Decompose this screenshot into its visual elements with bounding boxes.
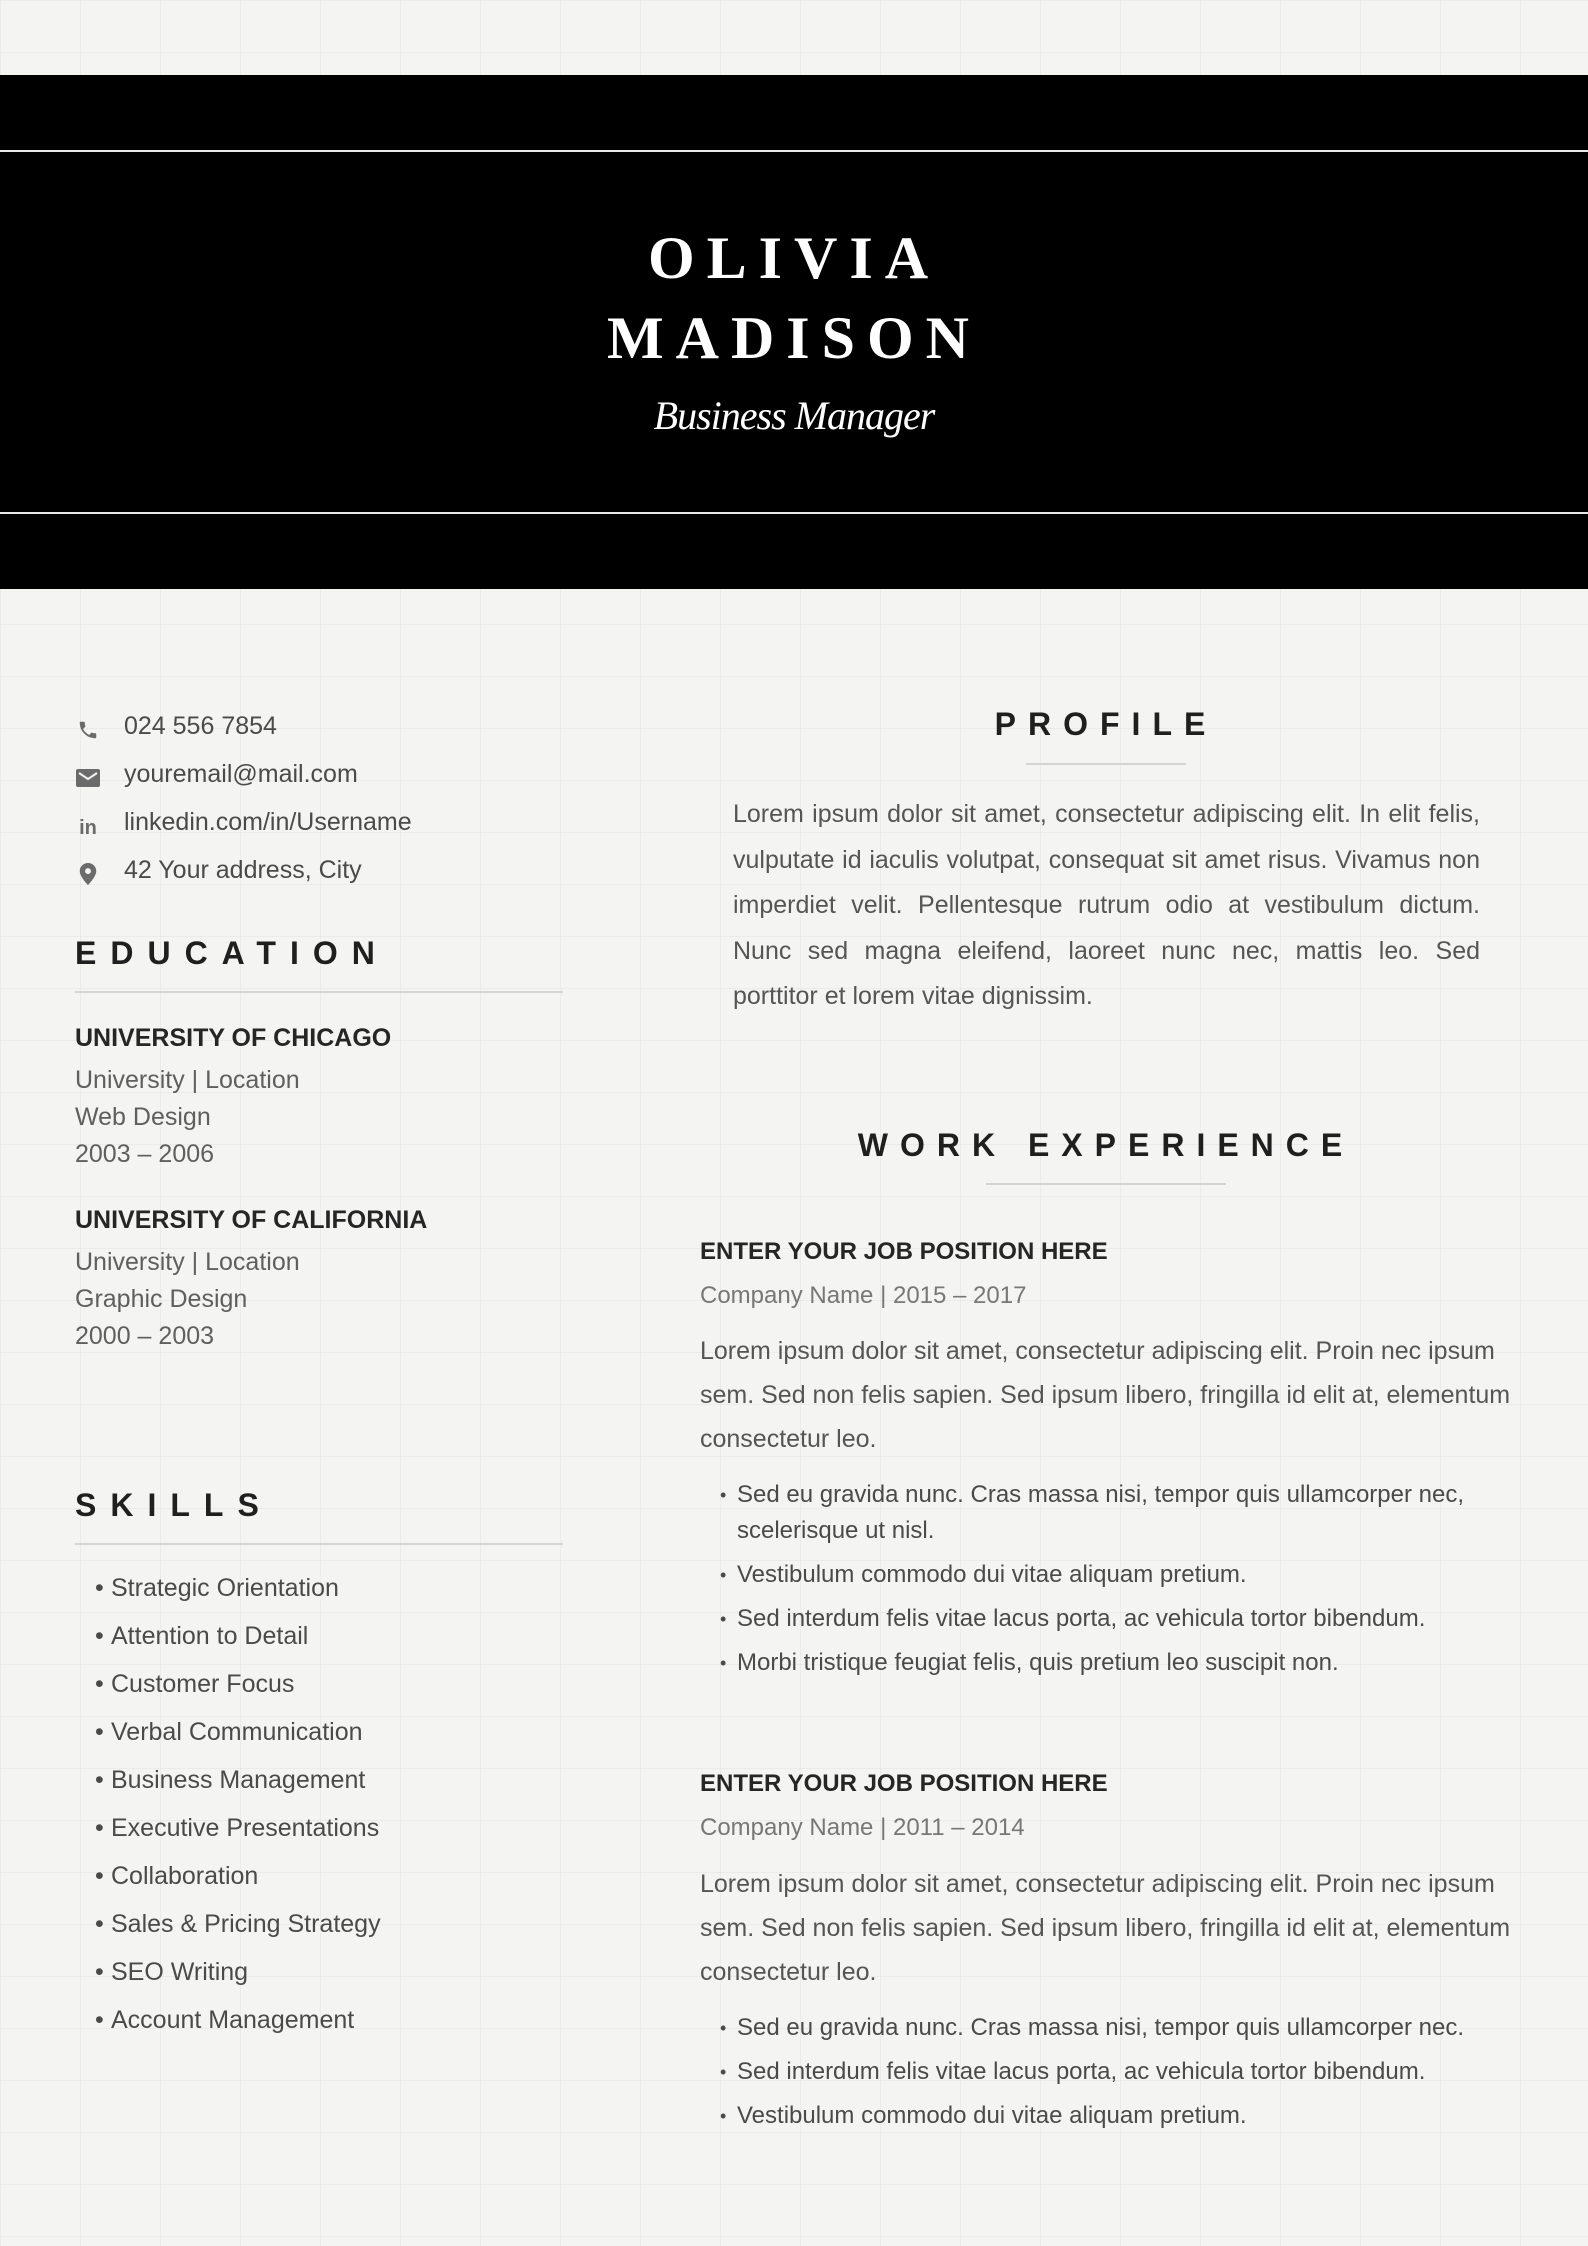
job-company: Company Name | 2015 – 2017 xyxy=(700,1282,1027,1309)
job-bullet: • Vestibulum commodo dui vitae aliquam pretium. xyxy=(718,1557,1478,1593)
work-experience-underline xyxy=(986,1183,1226,1185)
work-experience-heading: WORK EXPERIENCE xyxy=(857,1127,1355,1163)
skill-item: • Verbal Communication xyxy=(95,1718,363,1746)
job-position: ENTER YOUR JOB POSITION HERE xyxy=(700,1770,1108,1797)
education-divider xyxy=(75,991,563,993)
skills-heading: SKILLS xyxy=(75,1487,273,1523)
education-location: University | Location xyxy=(75,1066,300,1094)
skill-item: • Account Management xyxy=(95,2006,355,2034)
skill-item: • Collaboration xyxy=(95,1862,259,1890)
header-rule-top xyxy=(0,150,1588,152)
contact-linkedin xyxy=(75,805,575,839)
address: 42 Your address, City xyxy=(124,856,362,884)
job-title: Business Manager xyxy=(653,393,935,438)
contact-phone xyxy=(75,709,575,743)
education-school: UNIVERSITY OF CHICAGO xyxy=(75,1024,392,1052)
education-school: UNIVERSITY OF CALIFORNIA xyxy=(75,1206,428,1234)
job-bullet: • Sed eu gravida nunc. Cras massa nisi, tempor quis ullamcorper nec, scelerisque ut nisl. xyxy=(718,1477,1478,1549)
job-position: ENTER YOUR JOB POSITION HERE xyxy=(700,1238,1108,1265)
profile-heading: PROFILE xyxy=(994,706,1218,742)
profile-text: Lorem ipsum dolor sit amet, consectetur adipiscing elit. In elit felis, vulputate id iaculis volutpat, consequat sit amet risus. Vivamus non imperdiet velit. Pellentesque rutrum odio at vestibulum dictum. Nunc sed magna eleifend, laoreet nunc nec, mattis leo. Sed porttitor et lorem vitae dignissim. xyxy=(733,800,1480,1010)
education-years: 2000 – 2003 xyxy=(75,1322,215,1350)
job-bullet-list xyxy=(718,1477,1478,1689)
email-address: youremail@mail.com xyxy=(124,760,358,788)
linkedin-icon: in xyxy=(79,816,97,839)
skill-item: • Business Management xyxy=(95,1766,366,1794)
skill-item: • Attention to Detail xyxy=(95,1622,309,1650)
skill-item: • Strategic Orientation xyxy=(95,1574,339,1602)
education-heading: EDUCATION xyxy=(75,935,389,971)
education-field: Web Design xyxy=(75,1103,211,1131)
job-bullet: • Sed eu gravida nunc. Cras massa nisi, tempor quis ullamcorper nec. xyxy=(718,2010,1478,2046)
location-pin-icon xyxy=(75,861,101,887)
header-rule-bottom xyxy=(0,512,1588,514)
mail-icon xyxy=(75,765,101,791)
job-bullet: • Vestibulum commodo dui vitae aliquam pretium. xyxy=(718,2098,1478,2134)
education-field: Graphic Design xyxy=(75,1285,248,1313)
phone-number: 024 556 7854 xyxy=(124,712,277,740)
job-description: Lorem ipsum dolor sit amet, consectetur adipiscing elit. Proin nec ipsum sem. Sed non felis sapien. Sed ipsum libero, fringilla id elit at, elementum consectetur leo. xyxy=(700,1337,1511,1453)
skill-item: • Customer Focus xyxy=(95,1670,295,1698)
job-description: Lorem ipsum dolor sit amet, consectetur adipiscing elit. Proin nec ipsum sem. Sed non felis sapien. Sed ipsum libero, fringilla id elit at, elementum consectetur leo. xyxy=(700,1870,1511,1986)
skill-item: • Executive Presentations xyxy=(95,1814,380,1842)
phone-icon xyxy=(75,717,101,743)
skill-item: • Sales & Pricing Strategy xyxy=(95,1910,381,1938)
last-name: MADISON xyxy=(606,305,981,371)
job-company: Company Name | 2011 – 2014 xyxy=(700,1814,1025,1841)
education-location: University | Location xyxy=(75,1248,300,1276)
contact-email xyxy=(75,757,575,791)
skill-item: • SEO Writing xyxy=(95,1958,249,1986)
job-bullet: • Sed interdum felis vitae lacus porta, ac vehicula tortor bibendum. xyxy=(718,1601,1478,1637)
education-years: 2003 – 2006 xyxy=(75,1140,215,1168)
contact-address xyxy=(75,853,575,887)
first-name: OLIVIA xyxy=(647,225,941,291)
job-bullet-list xyxy=(718,2010,1478,2142)
job-bullet: • Morbi tristique feugiat felis, quis pretium leo suscipit non. xyxy=(718,1645,1478,1681)
skills-divider xyxy=(75,1543,563,1545)
profile-underline xyxy=(1026,763,1186,765)
job-bullet: • Sed interdum felis vitae lacus porta, ac vehicula tortor bibendum. xyxy=(718,2054,1478,2090)
linkedin-url: linkedin.com/in/Username xyxy=(124,808,412,836)
